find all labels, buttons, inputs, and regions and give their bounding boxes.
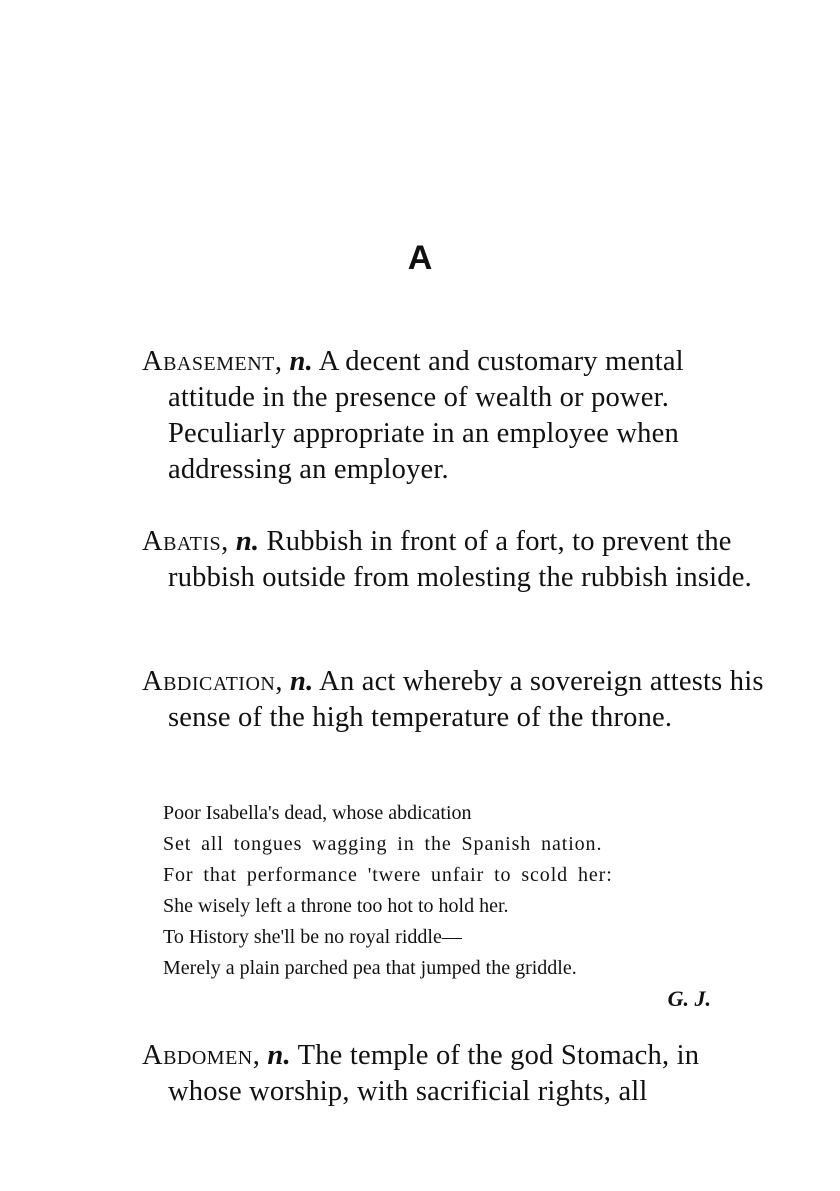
part-of-speech: n. xyxy=(289,346,313,377)
entry-abdication: Abdication, n. An act whereby a sovereign attests his sense of the high temperature of the throne. xyxy=(142,666,764,733)
part-of-speech: n. xyxy=(290,666,314,697)
definition: The temple of the god Stomach, in whose worship, with sacrificial rights, all xyxy=(168,1040,700,1107)
entry-abasement: Abasement, n. A decent and customary mental attitude in the presence of wealth or power. Peculiarly appropriate in an employee when addressing an employer. xyxy=(142,346,684,485)
verse-line: To History she'll be no royal riddle— xyxy=(163,926,462,948)
headword: Abdication xyxy=(142,666,276,697)
verse-attribution: G. J. xyxy=(667,986,711,1011)
headword: Abdomen xyxy=(142,1040,253,1071)
verse-line: For that performance 'twere unfair to scold her: xyxy=(163,864,613,886)
part-of-speech: n. xyxy=(235,526,260,557)
definition: A decent and customary mental attitude in the presence of wealth or power. Peculiarly appropriate in an employee when addressing an employer. xyxy=(168,346,684,485)
definition: An act whereby a sovereign attests his sense of the high temperature of the throne. xyxy=(168,666,764,733)
section-letter-heading: A xyxy=(407,239,433,277)
verse-line: Set all tongues wagging in the Spanish nation. xyxy=(163,833,603,855)
verse-line: Merely a plain parched pea that jumped the griddle. xyxy=(163,957,577,979)
verse-line: She wisely left a throne too hot to hold her. xyxy=(163,895,509,917)
headword: Abatis xyxy=(142,526,222,557)
definition: Rubbish in front of a fort, to prevent the rubbish outside from molesting the rubbish inside. xyxy=(168,526,752,593)
entry-abdomen: Abdomen, n. The temple of the god Stomach, in whose worship, with sacrificial rights, all xyxy=(142,1040,700,1107)
entry-abatis: Abatis, n. Rubbish in front of a fort, to prevent the rubbish outside from molesting the rubbish inside. xyxy=(142,526,752,593)
headword: Abasement xyxy=(142,346,275,377)
verse-quotation xyxy=(163,798,723,1014)
verse-line: Poor Isabella's dead, whose abdication xyxy=(163,802,472,824)
part-of-speech: n. xyxy=(267,1040,291,1071)
